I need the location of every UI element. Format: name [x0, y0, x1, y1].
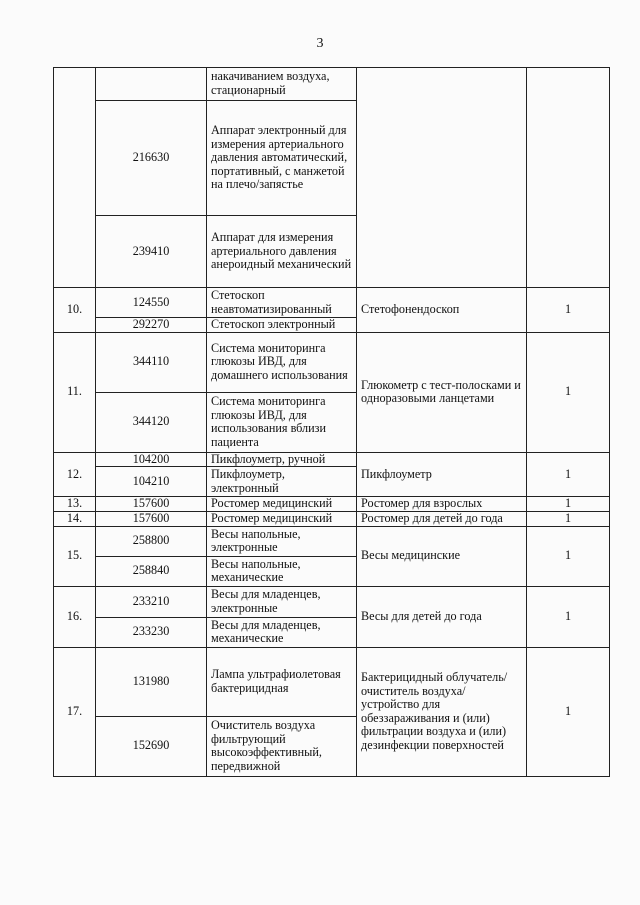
code-cell: 344120 [96, 392, 207, 452]
code-cell: 216630 [96, 101, 207, 216]
group-cell: Ростомер для взрослых [357, 497, 527, 512]
qty-cell: 1 [527, 526, 610, 586]
code-cell: 292270 [96, 318, 207, 333]
name-cell: Весы для младенцев, механические [207, 617, 357, 647]
name-cell: Аппарат для измерения артериального давления анероидный механический [207, 216, 357, 288]
group-cell: Глюкометр с тест-полосками и одноразовыми ланцетами [357, 332, 527, 452]
code-cell: 104200 [96, 452, 207, 467]
group-cell: Пикфлоуметр [357, 452, 527, 497]
qty-cell: 1 [527, 647, 610, 776]
code-cell: 233210 [96, 586, 207, 617]
group-cell: Стетофонендоскоп [357, 288, 527, 333]
row-number-cell: 17. [54, 647, 96, 776]
row-number-cell: 11. [54, 332, 96, 452]
name-cell: Стетоскоп электронный [207, 318, 357, 333]
page-number: 3 [316, 36, 324, 51]
table-row [54, 512, 610, 527]
name-cell: Пикфлоуметр, электронный [207, 467, 357, 497]
code-cell: 344110 [96, 332, 207, 392]
row-number-cell: 12. [54, 452, 96, 497]
group-cell: Ростомер для детей до года [357, 512, 527, 527]
group-cell: Бактерицидный облучатель/очиститель воздуха/устройство для обеззараживания и (или) фильтрации воздуха и (или) дезинфекции поверхностей [357, 647, 527, 776]
code-cell: 131980 [96, 647, 207, 716]
name-cell: Система мониторинга глюкозы ИВД, для использования вблизи пациента [207, 392, 357, 452]
name-cell: Ростомер медицинский [207, 497, 357, 512]
group-cell: Весы для детей до года [357, 586, 527, 647]
code-cell: 104210 [96, 467, 207, 497]
row-number-cell: 13. [54, 497, 96, 512]
code-cell: 233230 [96, 617, 207, 647]
name-cell: накачиванием воздуха, стационарный [207, 68, 357, 101]
name-cell: Очиститель воздуха фильтрующий высокоэффективный, передвижной [207, 716, 357, 776]
table-row [54, 452, 610, 467]
table-row [54, 68, 610, 101]
name-cell: Весы напольные, электронные [207, 526, 357, 556]
qty-cell: 1 [527, 332, 610, 452]
name-cell: Лампа ультрафиолетовая бактерицидная [207, 647, 357, 716]
table-row [54, 647, 610, 716]
equipment-table [53, 67, 610, 777]
code-cell [96, 68, 207, 101]
code-cell: 157600 [96, 512, 207, 527]
name-cell: Весы напольные, механические [207, 556, 357, 586]
row-number-cell: 16. [54, 586, 96, 647]
name-cell: Аппарат электронный для измерения артериального давления автоматический, портативный, с манжетой на плечо/запястье [207, 101, 357, 216]
table-row [54, 526, 610, 556]
name-cell: Весы для младенцев, электронные [207, 586, 357, 617]
group-cell [357, 68, 527, 288]
qty-cell: 1 [527, 586, 610, 647]
qty-cell: 1 [527, 497, 610, 512]
code-cell: 157600 [96, 497, 207, 512]
code-cell: 258840 [96, 556, 207, 586]
table-row [54, 586, 610, 617]
group-cell: Весы медицинские [357, 526, 527, 586]
row-number-cell [54, 68, 96, 288]
name-cell: Система мониторинга глюкозы ИВД, для домашнего использования [207, 332, 357, 392]
name-cell: Пикфлоуметр, ручной [207, 452, 357, 467]
table-row [54, 497, 610, 512]
name-cell: Стетоскоп неавтоматизированный [207, 288, 357, 318]
qty-cell: 1 [527, 512, 610, 527]
name-cell: Ростомер медицинский [207, 512, 357, 527]
code-cell: 258800 [96, 526, 207, 556]
code-cell: 152690 [96, 716, 207, 776]
qty-cell [527, 68, 610, 288]
qty-cell: 1 [527, 288, 610, 333]
table-row [54, 332, 610, 392]
code-cell: 239410 [96, 216, 207, 288]
code-cell: 124550 [96, 288, 207, 318]
table-row [54, 288, 610, 318]
qty-cell: 1 [527, 452, 610, 497]
row-number-cell: 14. [54, 512, 96, 527]
row-number-cell: 10. [54, 288, 96, 333]
row-number-cell: 15. [54, 526, 96, 586]
